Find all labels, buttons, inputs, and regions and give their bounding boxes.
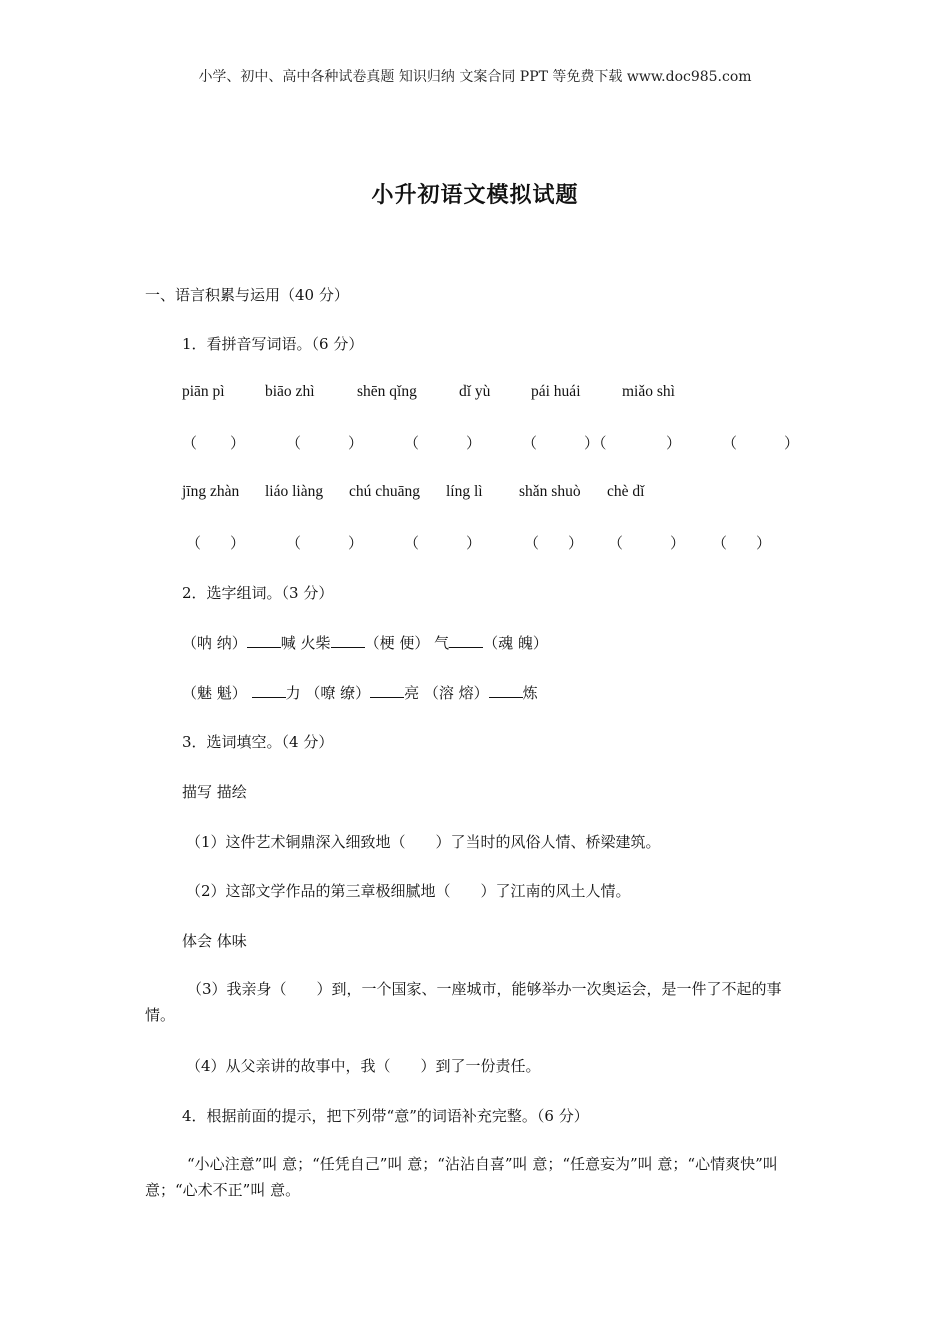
question-4-heading: 4．根据前面的提示，把下列带“意”的词语补充完整。（6 分）	[182, 1107, 589, 1125]
word-options: 体会 体味	[182, 932, 247, 950]
question-1-heading: 1．看拼音写词语。（6 分）	[182, 335, 364, 353]
pinyin-item: piān pì	[182, 383, 225, 400]
choice-text: 力 （嘹 缭）	[285, 684, 371, 702]
choice-text: （梗 便） 气	[364, 634, 450, 652]
question-4-body: “小心注意”叫 意；“任凭自己”叫 意；“沾沾自喜”叫 意；“任意妄为”叫 意；“心情爽快”叫 意；“心术不正”叫 意。	[145, 1155, 778, 1199]
word-options: 描写 描绘	[182, 783, 247, 801]
fill-blank[interactable]	[252, 683, 286, 698]
pinyin-item: shǎn shuò	[519, 483, 581, 500]
pinyin-item: miǎo shì	[622, 383, 675, 400]
sentence-3: （3）我亲身（ ）到，一个国家、一座城市，能够举办一次奥运会，是一件了不起的事情。	[145, 980, 782, 1024]
pinyin-item: líng lì	[446, 483, 483, 500]
page-title: 小升初语文模拟试题	[371, 183, 579, 208]
choose-word-line-2	[182, 682, 538, 703]
choose-word-line-1	[182, 632, 548, 653]
choice-text: 亮 （溶 熔）	[404, 684, 489, 702]
fill-blank[interactable]	[449, 633, 483, 648]
sentence-1: （1）这件艺术铜鼎深入细致地（ ）了当时的风俗人情、桥梁建筑。	[186, 833, 661, 851]
pinyin-item: liáo liàng	[265, 483, 324, 500]
pinyin-item: biāo zhì	[265, 383, 315, 400]
fill-blank[interactable]	[370, 683, 404, 698]
pinyin-item: pái huái	[531, 383, 581, 400]
fill-blank[interactable]	[331, 633, 365, 648]
choice-text: 炼	[522, 684, 538, 702]
pinyin-item: dǐ yù	[459, 383, 491, 400]
choice-pair: （魂 魄）	[483, 634, 548, 652]
page-header: 小学、初中、高中各种试卷真题 知识归纳 文案合同 PPT 等免费下载 www.doc985.com	[198, 69, 752, 85]
pinyin-item: chú chuāng	[349, 483, 421, 500]
pinyin-item: chè dǐ	[607, 483, 645, 500]
section-heading: 一、语言积累与运用（40 分）	[145, 286, 349, 304]
choice-text: 喊 火柴	[280, 634, 331, 652]
sentence-4: （4）从父亲讲的故事中，我（ ）到了一份责任。	[186, 1057, 541, 1075]
choice-pair: （呐 纳）	[182, 634, 247, 652]
pinyin-item: shēn qǐng	[357, 383, 417, 400]
fill-blank[interactable]	[247, 633, 281, 648]
question-2-heading: 2．选字组词。（3 分）	[182, 584, 334, 602]
question-3-heading: 3．选词填空。（4 分）	[182, 733, 334, 751]
sentence-2: （2）这部文学作品的第三章极细腻地（ ）了江南的风土人情。	[186, 882, 631, 900]
choice-pair: （魅 魁）	[182, 684, 247, 702]
pinyin-item: jīng zhàn	[182, 483, 240, 500]
fill-blank[interactable]	[489, 683, 523, 698]
